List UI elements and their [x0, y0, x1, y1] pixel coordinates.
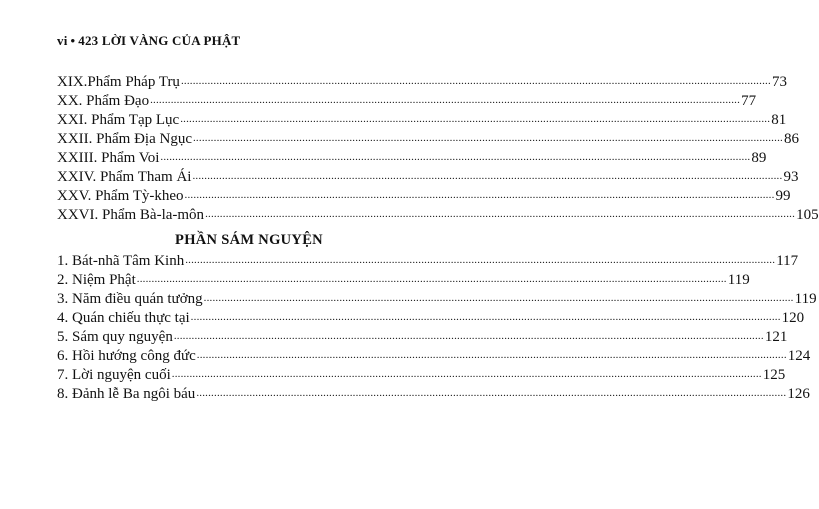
dot-leader: ........................................................................................................................................................................................................: [192, 132, 783, 144]
toc-entry: [57, 309, 805, 328]
toc-entry: [57, 149, 767, 168]
toc-entry-page-number: 81: [771, 112, 787, 128]
toc-entry-page-number: 126: [787, 386, 810, 402]
toc-entry: [57, 187, 791, 206]
dot-leader: ........................................................................................................................................................................................................: [173, 330, 764, 342]
toc-entry-page-number: 99: [775, 188, 791, 204]
dot-leader: ........................................................................................................................................................................................................: [180, 113, 771, 125]
book-title: 423 LỜI VÀNG CỦA PHẬT: [78, 33, 241, 48]
dot-leader: ........................................................................................................................................................................................................: [190, 311, 781, 323]
toc-entry-title: XXVI. Phẩm Bà-la-môn: [57, 207, 205, 223]
toc-entry-page-number: 89: [751, 150, 767, 166]
toc-entry: [57, 385, 810, 404]
toc-entry-page-number: 120: [781, 310, 805, 326]
toc-entry-title: XXIV. Phẩm Tham Ái: [57, 169, 192, 185]
toc-entry: [57, 290, 817, 309]
toc-entry-page-number: 73: [771, 74, 787, 90]
toc-entry: [57, 347, 811, 366]
toc-entry: [57, 252, 799, 271]
toc-entry-page-number: 93: [783, 169, 799, 185]
dot-leader: ........................................................................................................................................................................................................: [160, 151, 751, 163]
dot-leader: ........................................................................................................................................................................................................: [180, 75, 771, 87]
dot-leader: ........................................................................................................................................................................................................: [150, 94, 741, 106]
toc-entry: [57, 92, 757, 111]
toc-entry-page-number: 119: [794, 291, 817, 307]
toc-entry-page-number: 124: [787, 348, 811, 364]
toc-list-chapters: [57, 73, 819, 225]
toc-entry-page-number: 77: [741, 93, 757, 109]
toc-entry: [57, 328, 788, 347]
toc-entry-title: 6. Hồi hướng công đức: [57, 348, 196, 364]
page-number-roman: vi: [57, 33, 68, 48]
section-title: PHẦN SÁM NGUYỆN: [175, 232, 323, 248]
running-head: [57, 33, 240, 49]
toc-entry: [57, 111, 787, 130]
toc-entry-page-number: 117: [776, 253, 799, 269]
dot-leader: ........................................................................................................................................................................................................: [185, 254, 776, 266]
dot-leader: ........................................................................................................................................................................................................: [196, 387, 787, 399]
toc-entry-title: 4. Quán chiếu thực tại: [57, 310, 190, 326]
toc-list-repentance: [57, 252, 817, 404]
toc-entry-title: XXIII. Phẩm Voi: [57, 150, 160, 166]
toc-entry-title: XXI. Phẩm Tạp Lục: [57, 112, 180, 128]
toc-entry-title: XIX.Phẩm Pháp Trụ: [57, 74, 180, 90]
toc-entry-title: XXII. Phẩm Địa Ngục: [57, 131, 192, 147]
dot-leader: ........................................................................................................................................................................................................: [136, 273, 727, 285]
toc-entry-title: 8. Đảnh lễ Ba ngôi báu: [57, 386, 196, 402]
toc-entry-page-number: 121: [764, 329, 788, 345]
toc-entry-page-number: 125: [762, 367, 786, 383]
toc-entry: [57, 73, 787, 92]
toc-entry-title: 5. Sám quy nguyện: [57, 329, 173, 345]
dot-leader: ........................................................................................................................................................................................................: [171, 368, 762, 380]
toc-entry: [57, 168, 799, 187]
dot-leader: ........................................................................................................................................................................................................: [203, 292, 794, 304]
dot-leader: ........................................................................................................................................................................................................: [196, 349, 787, 361]
toc-entry-title: 7. Lời nguyện cuối: [57, 367, 171, 383]
dot-leader: ........................................................................................................................................................................................................: [192, 170, 783, 182]
toc-entry-title: XX. Phẩm Đạo: [57, 93, 150, 109]
toc-entry-title: 2. Niệm Phật: [57, 272, 136, 288]
toc-entry: [57, 366, 786, 385]
toc-entry: [57, 130, 799, 149]
toc-entry: [57, 271, 750, 290]
toc-entry-page-number: 119: [727, 272, 750, 288]
toc-entry: [57, 206, 819, 225]
toc-entry-page-number: 105: [796, 207, 819, 223]
toc-entry-page-number: 86: [783, 131, 799, 147]
toc-entry-title: 1. Bát-nhã Tâm Kinh: [57, 253, 185, 269]
toc-entry-title: 3. Năm điều quán tưởng: [57, 291, 203, 307]
dot-leader: ........................................................................................................................................................................................................: [184, 189, 775, 201]
header-bullet: •: [70, 33, 76, 48]
toc-entry-title: XXV. Phẩm Tỳ-kheo: [57, 188, 184, 204]
dot-leader: ........................................................................................................................................................................................................: [205, 208, 796, 220]
